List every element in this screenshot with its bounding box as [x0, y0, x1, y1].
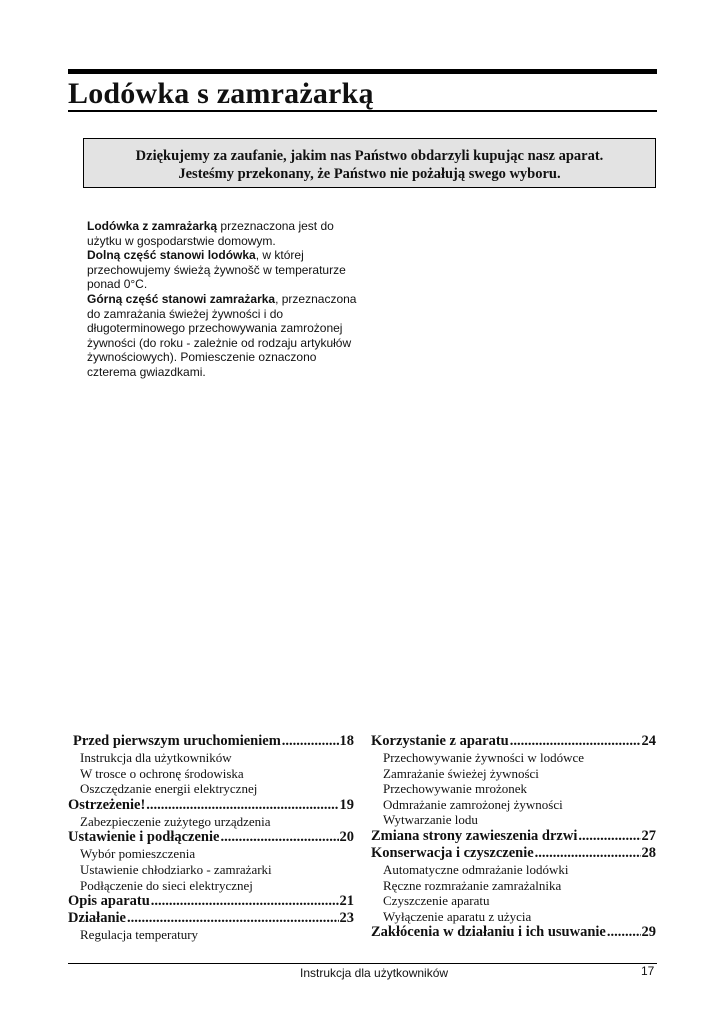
toc-entry-page: 28 [641, 844, 656, 861]
toc-dot-leader [510, 733, 641, 750]
toc-subentry: Oszczędzanie energii elektrycznej [80, 781, 258, 797]
thanks-line-2: Jesteśmy przekonany, że Państwo nie pożałują swego wyboru. [178, 166, 561, 182]
intro-paragraph [87, 219, 362, 380]
thanks-box [83, 138, 656, 188]
intro-p3-bold: Górną część stanowi zamrażarka [87, 291, 276, 306]
intro-p1-bold: Lodówka z zamrażarką [87, 219, 218, 233]
toc-entry-label: Przed pierwszym uruchomieniem [73, 733, 281, 749]
toc-subentry: Ręczne rozmrażanie zamrażalnika [383, 877, 562, 893]
toc-entry [68, 829, 354, 846]
toc-subentry: W trosce o ochronę środowiska [80, 765, 244, 781]
toc-subentry: Regulacja temperatury [80, 927, 199, 943]
toc-entry-page: 18 [339, 733, 354, 749]
toc-entry-label: Zakłócenia w działaniu i ich usuwanie [371, 924, 606, 941]
thanks-line-1: Dziękujemy za zaufanie, jakim nas Państwo obdarzyli kupując nasz aparat. [135, 148, 604, 164]
toc-entry [371, 733, 656, 750]
toc-subentry: Czyszczenie aparatu [383, 893, 490, 909]
toc-entry [371, 924, 656, 941]
intro-p2-bold: Dolną część stanowi lodówka [87, 248, 256, 263]
toc-subentry: Zamrażanie świeżej żywności [383, 765, 539, 781]
toc-dot-leader [578, 828, 640, 845]
title-underline [68, 110, 657, 112]
intro-p1-text: przeznaczona jest do użytku w gospodarstwie domowym. [87, 219, 334, 248]
toc-entry-label: Działanie [68, 910, 126, 927]
intro-p2-text: , w której przechowujemy świeżą żywnošč w temperaturze ponad 0°C. [87, 248, 346, 292]
toc-dot-leader [127, 910, 339, 927]
toc-right-column [371, 733, 656, 941]
toc-entry-label: Ostrzeżenie! [68, 796, 146, 813]
page-title: Lodówka s zamrażarką [68, 77, 374, 110]
toc-dot-leader [535, 845, 641, 862]
toc-entry-page: 21 [339, 893, 354, 910]
toc-entry [68, 910, 354, 927]
top-rule [68, 69, 657, 74]
toc-dot-leader [151, 893, 339, 910]
toc-left-column [68, 733, 354, 943]
footer-text: Instrukcja dla użytkowników [300, 966, 449, 980]
intro-p3-text: , przeznaczona do zamrażania świeżej żywności i do długoterminowego przechowywania zamrożonej żywności (do roku - zależnie od rodzaju artykułów żywnościowych). Pomiesczenie oznaczono czterema gwiazdkami. [87, 291, 357, 379]
toc-entry-label: Opis aparatu [68, 893, 150, 910]
toc-entry-label: Zmiana strony zawieszenia drzwi [371, 827, 578, 844]
toc-entry-label: Konserwacja i czyszczenie [371, 844, 534, 861]
toc-entry-page: 27 [641, 827, 656, 844]
toc-dot-leader [146, 797, 338, 814]
toc-entry-page: 29 [641, 924, 656, 941]
toc-entry [68, 733, 354, 750]
toc-subentry: Wyłączenie aparatu z użycia [383, 908, 532, 924]
toc-dot-leader [220, 829, 338, 846]
toc-entry [371, 828, 656, 845]
toc-entry-page: 24 [641, 733, 656, 749]
toc-dot-leader [607, 924, 641, 941]
toc-subentry: Instrukcja dla użytkowników [80, 750, 232, 765]
toc-subentry: Wytwarzanie lodu [383, 812, 478, 828]
toc-entry [68, 797, 354, 814]
toc-subentry: Przechowywanie żywności w lodówce [383, 750, 585, 765]
toc-subentry: Zabezpieczenie zużytego urządzenia [80, 813, 271, 829]
toc-subentry: Przechowywanie mrożonek [383, 781, 528, 797]
toc-entry-page: 23 [339, 910, 354, 927]
footer-rule [68, 963, 657, 964]
page-number: 17 [641, 964, 655, 978]
toc-subentry: Automatyczne odmrażanie lodówki [383, 861, 569, 877]
toc-entry-label: Ustawienie i podłączenie [68, 829, 220, 846]
toc-entry [68, 893, 354, 910]
toc-entry-label: Korzystanie z aparatu [371, 733, 509, 749]
toc-subentry: Wybór pomieszczenia [80, 846, 196, 862]
toc-subentry: Odmrażanie zamrożonej żywności [383, 796, 563, 812]
toc-dot-leader [282, 733, 339, 750]
toc-entry-page: 20 [339, 829, 354, 846]
toc-entry [371, 845, 656, 862]
toc-entry-page: 19 [339, 796, 354, 813]
toc-subentry: Ustawienie chłodziarko - zamrażarki [80, 861, 272, 877]
toc-subentry: Podłączenie do sieci elektrycznej [80, 877, 253, 893]
